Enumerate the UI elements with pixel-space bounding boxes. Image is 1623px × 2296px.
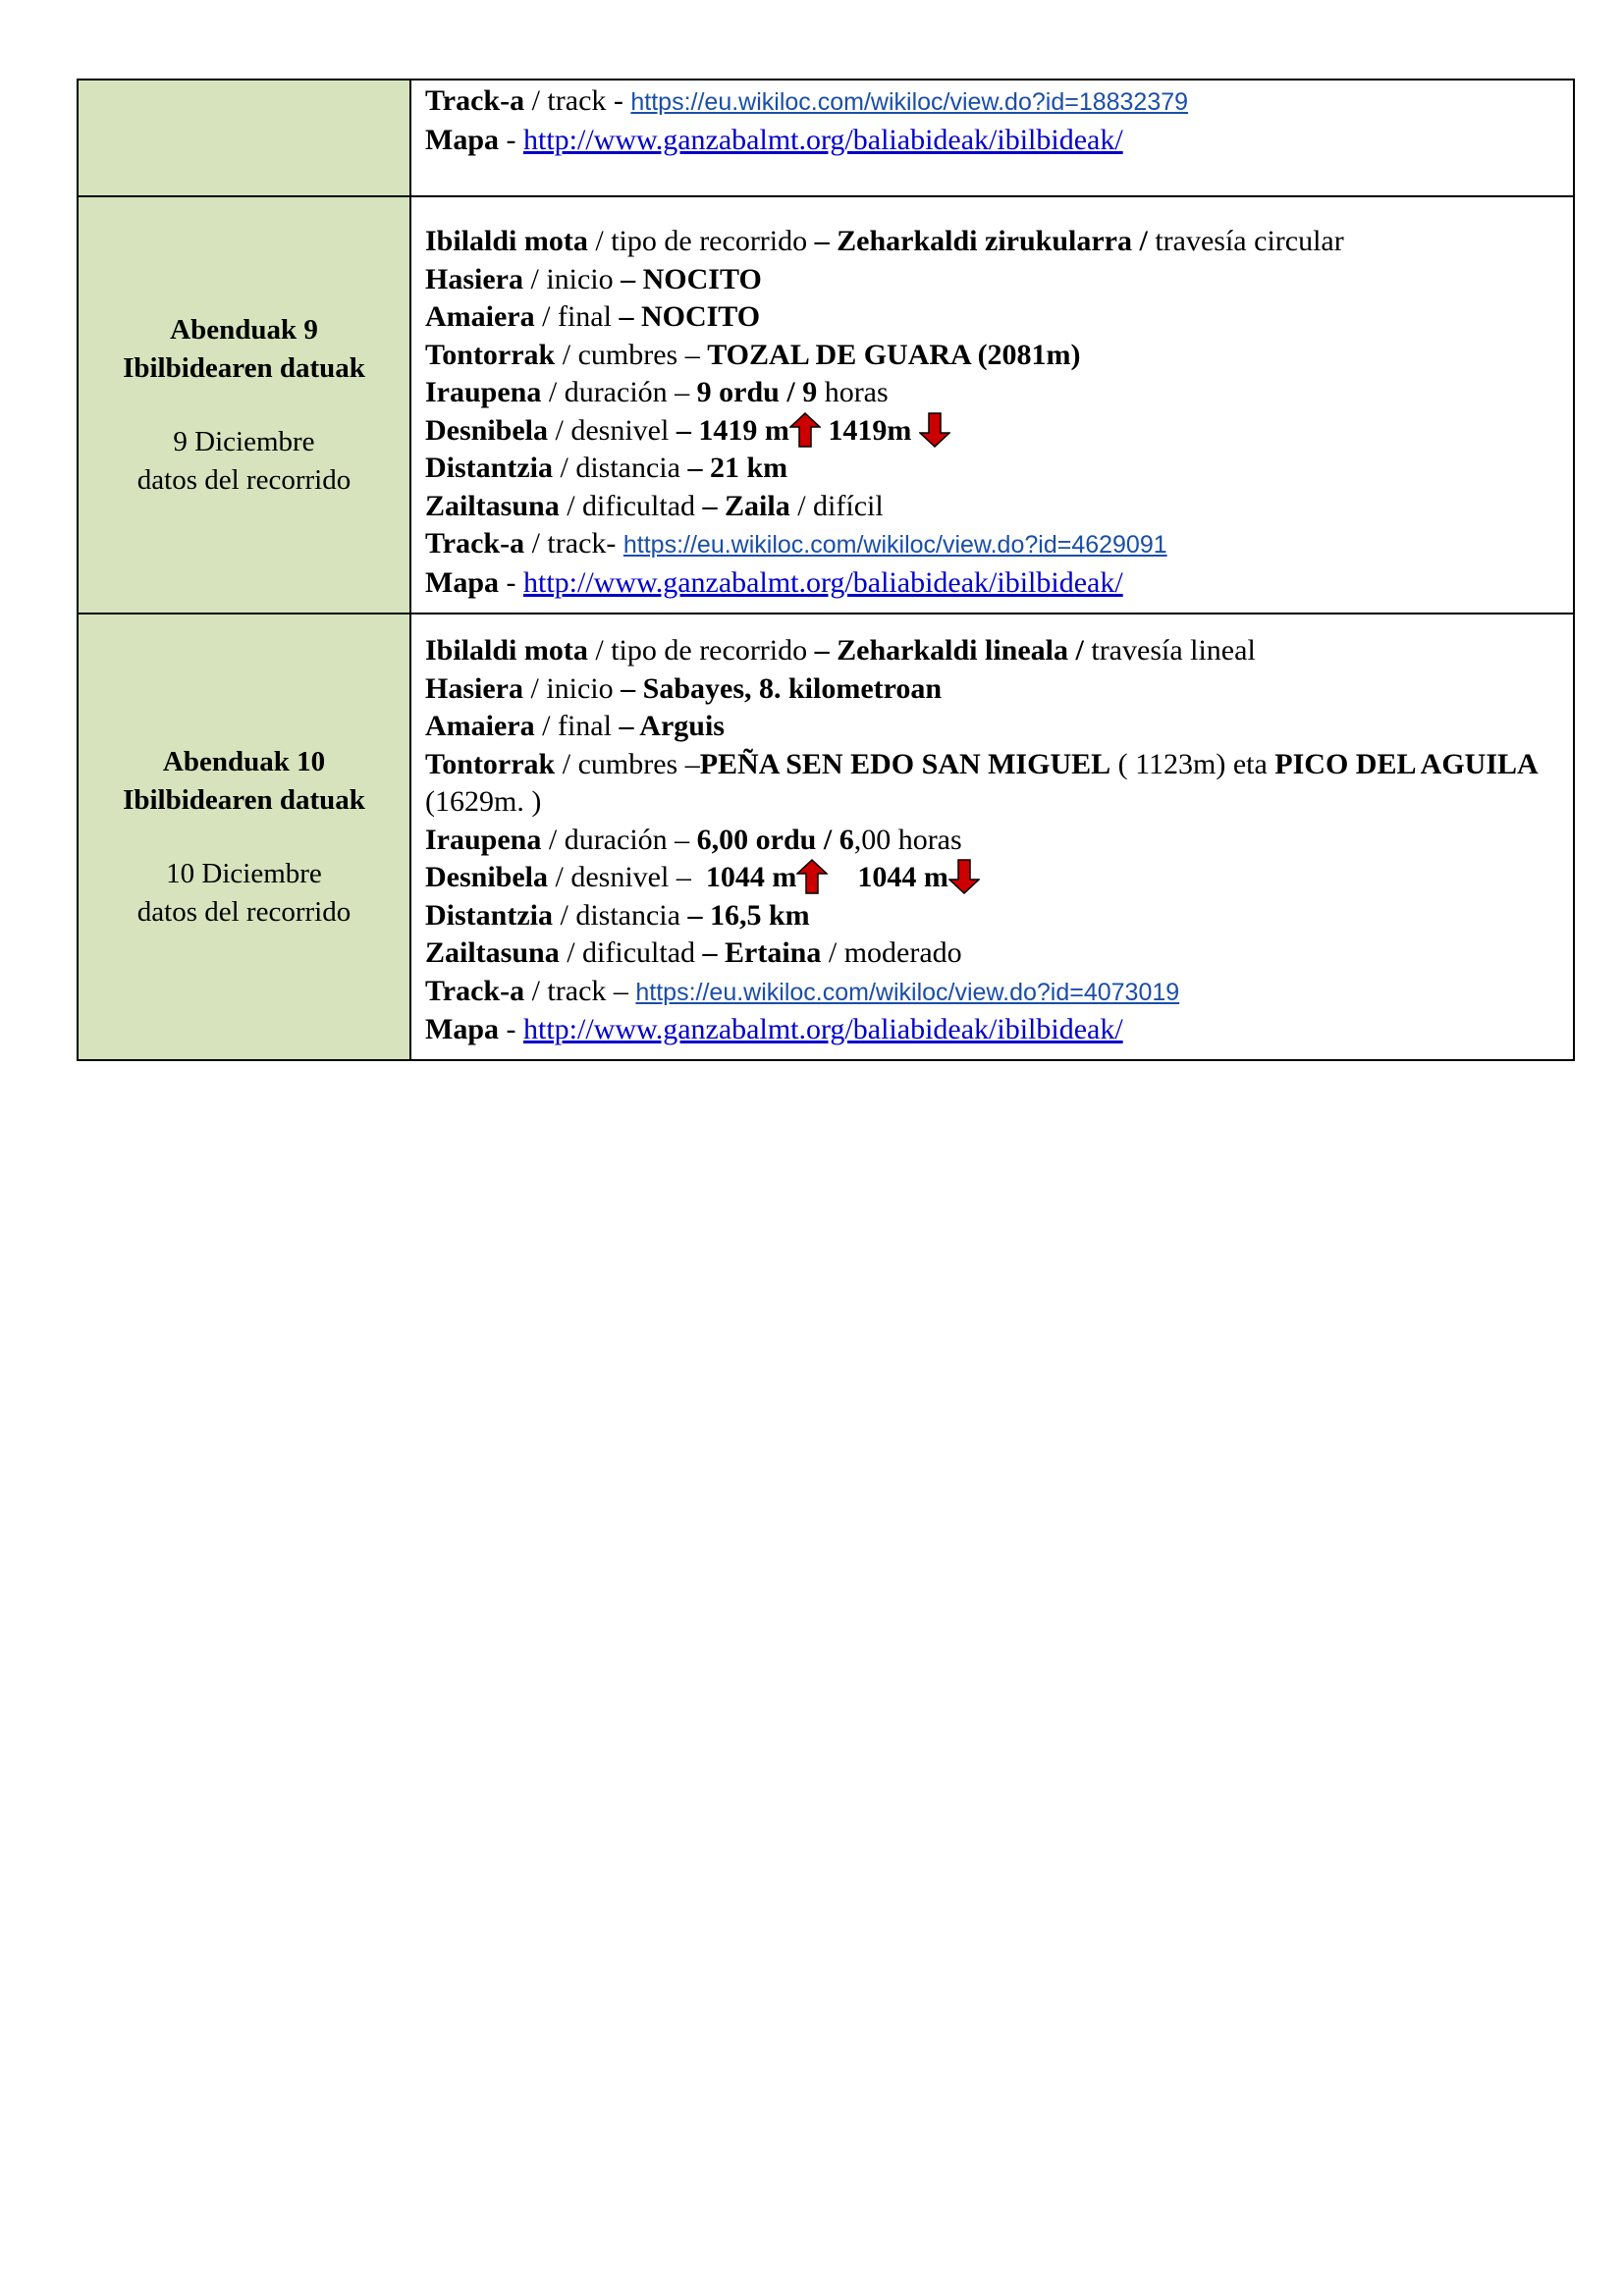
- mota-es: / tipo de recorrido: [587, 225, 815, 257]
- iraupena-line: [425, 822, 1559, 860]
- mapa-sep: -: [499, 565, 523, 599]
- tontorrak-mid: ( 1123m) eta: [1110, 747, 1275, 780]
- iraupena-es: / duración –: [541, 376, 697, 408]
- iraupena-value: 9 ordu: [696, 376, 780, 408]
- hasiera-line: [425, 670, 1559, 709]
- mota-es: / tipo de recorrido: [587, 634, 815, 667]
- arrow-down-icon: [948, 859, 980, 894]
- mapa-line: [425, 1011, 1559, 1049]
- track-label: Track-a: [425, 974, 525, 1007]
- mapa-label: Mapa: [425, 565, 499, 599]
- tontorrak-value: PEÑA SEN EDO SAN MIGUEL: [699, 747, 1111, 780]
- track-link[interactable]: https://eu.wikiloc.com/wikiloc/view.do?id=18832379: [630, 88, 1189, 116]
- mapa-link[interactable]: http://www.ganzabalmt.org/baliabideak/ibilbideak/: [523, 123, 1123, 156]
- date-title-es: 10 Diciembre: [166, 857, 322, 889]
- tontorrak-es: / cumbres –: [555, 338, 708, 371]
- desnibela-label: Desnibela: [425, 413, 549, 447]
- mapa-sep: -: [499, 123, 523, 156]
- distantzia-label: Distantzia: [425, 452, 553, 484]
- mapa-line: [425, 122, 1559, 160]
- zailtasuna-value-es: difícil: [813, 489, 884, 522]
- desnibela-line: [425, 412, 1559, 451]
- zailtasuna-sep: /: [789, 489, 814, 522]
- date-cell-empty: [78, 80, 410, 196]
- distantzia-label: Distantzia: [425, 898, 553, 932]
- iraupena-label: Iraupena: [425, 823, 542, 856]
- distantzia-value: – 21 km: [687, 452, 788, 484]
- details-cell: [410, 196, 1574, 614]
- zailtasuna-es: / dificultad: [559, 936, 703, 969]
- zailtasuna-value-es: moderado: [843, 936, 962, 969]
- mota-label: Ibilaldi mota: [425, 634, 588, 667]
- hasiera-value: – NOCITO: [621, 262, 762, 295]
- track-label: Track-a: [425, 84, 525, 117]
- mapa-link[interactable]: http://www.ganzabalmt.org/baliabideak/ibilbideak/: [523, 565, 1123, 599]
- table-row: [78, 614, 1574, 1060]
- desnibela-es: / desnivel: [548, 413, 676, 447]
- zailtasuna-value: – Ertaina: [702, 936, 822, 969]
- details-cell: [410, 80, 1574, 196]
- hasiera-value: – Sabayes, 8. kilometroan: [621, 671, 943, 705]
- date-cell: [78, 614, 410, 1060]
- amaiera-label: Amaiera: [425, 300, 535, 333]
- distantzia-es: / distancia: [553, 898, 688, 932]
- tontorrak-tail: (1629m. ): [425, 785, 542, 818]
- iraupena-es: / duración –: [541, 823, 697, 856]
- hasiera-es: / inicio: [522, 262, 622, 295]
- track-es: / track –: [524, 974, 636, 1007]
- route-table: [77, 79, 1575, 1061]
- route-data-eu: Ibilbidearen datuak: [123, 351, 365, 384]
- desnibela-down: 1044 m: [828, 861, 948, 893]
- distantzia-line: [425, 450, 1559, 488]
- track-line: [425, 973, 1559, 1012]
- tontorrak-line: [425, 746, 1559, 822]
- mota-label: Ibilaldi mota: [425, 225, 588, 257]
- desnibela-es: / desnivel –: [548, 861, 706, 893]
- mota-value: Zeharkaldi zirukularra: [837, 225, 1132, 257]
- mota-value-es: travesía lineal: [1091, 634, 1256, 667]
- amaiera-line: [425, 298, 1559, 337]
- zailtasuna-label: Zailtasuna: [425, 489, 560, 522]
- iraupena-sep: /: [816, 823, 839, 856]
- track-sep: / track -: [524, 84, 631, 117]
- desnibela-down: 1419m: [820, 413, 919, 447]
- hasiera-line: [425, 261, 1559, 299]
- amaiera-value: – NOCITO: [619, 300, 761, 333]
- desnibela-up: 1044 m: [705, 861, 797, 893]
- tontorrak-label: Tontorrak: [425, 747, 556, 780]
- mota-line: [425, 632, 1559, 670]
- mapa-label: Mapa: [425, 123, 499, 156]
- iraupena-value2: 6: [839, 823, 854, 856]
- iraupena-value2: 9: [802, 376, 818, 408]
- tontorrak-line: [425, 337, 1559, 375]
- date-title-eu: Abenduak 10: [162, 745, 326, 777]
- mota-dash: –: [814, 634, 838, 667]
- zailtasuna-line: [425, 488, 1559, 526]
- mota-sep: /: [1132, 225, 1156, 257]
- mota-dash: –: [814, 225, 838, 257]
- arrow-down-icon: [919, 412, 950, 448]
- desnibela-up: – 1419 m: [676, 413, 789, 447]
- details-cell: [410, 614, 1574, 1060]
- mapa-sep: -: [499, 1013, 523, 1045]
- mota-value: Zeharkaldi lineala: [837, 634, 1069, 667]
- iraupena-value2-es: horas: [817, 376, 889, 408]
- tontorrak-es: / cumbres –: [555, 747, 700, 780]
- zailtasuna-es: / dificultad: [559, 489, 703, 522]
- route-data-eu: Ibilbidearen datuak: [123, 783, 365, 816]
- iraupena-sep: /: [779, 376, 803, 408]
- amaiera-es: / final: [534, 710, 620, 742]
- mota-value-es: travesía circular: [1155, 225, 1344, 257]
- hasiera-es: / inicio: [522, 671, 622, 705]
- table-row: [78, 196, 1574, 614]
- tontorrak-label: Tontorrak: [425, 338, 556, 371]
- tontorrak-value2: PICO DEL AGUILA: [1274, 747, 1539, 780]
- track-link[interactable]: https://eu.wikiloc.com/wikiloc/view.do?id=4629091: [622, 531, 1167, 559]
- date-title-eu: Abenduak 9: [170, 313, 318, 346]
- track-line: [425, 82, 1559, 122]
- date-title-es: 9 Diciembre: [173, 425, 315, 457]
- mapa-line: [425, 564, 1559, 603]
- arrow-up-icon: [796, 859, 828, 894]
- desnibela-line: [425, 859, 1559, 897]
- route-data-es: datos del recorrido: [136, 463, 352, 496]
- zailtasuna-line: [425, 934, 1559, 973]
- track-line: [425, 525, 1559, 564]
- track-es: / track-: [524, 527, 623, 560]
- distantzia-line: [425, 897, 1559, 935]
- amaiera-value: – Arguis: [619, 710, 725, 742]
- track-link[interactable]: https://eu.wikiloc.com/wikiloc/view.do?id=4073019: [635, 978, 1180, 1006]
- mota-sep: /: [1068, 634, 1092, 667]
- route-data-es: datos del recorrido: [136, 895, 352, 928]
- desnibela-label: Desnibela: [425, 861, 549, 893]
- iraupena-value2-es: ,00 horas: [853, 823, 962, 856]
- hasiera-label: Hasiera: [425, 671, 523, 705]
- mapa-label: Mapa: [425, 1013, 499, 1045]
- distantzia-es: / distancia: [553, 452, 688, 484]
- zailtasuna-label: Zailtasuna: [425, 936, 560, 969]
- date-cell: [78, 196, 410, 614]
- amaiera-es: / final: [534, 300, 620, 333]
- iraupena-line: [425, 374, 1559, 412]
- mapa-link[interactable]: http://www.ganzabalmt.org/baliabideak/ibilbideak/: [523, 1013, 1123, 1045]
- amaiera-label: Amaiera: [425, 710, 535, 742]
- hasiera-label: Hasiera: [425, 262, 523, 295]
- mota-line: [425, 223, 1559, 261]
- tontorrak-value: TOZAL DE GUARA (2081m): [707, 338, 1081, 371]
- arrow-up-icon: [789, 412, 821, 448]
- iraupena-label: Iraupena: [425, 376, 542, 408]
- distantzia-value: – 16,5 km: [687, 898, 810, 932]
- zailtasuna-value: – Zaila: [702, 489, 790, 522]
- table-row: [78, 80, 1574, 196]
- amaiera-line: [425, 708, 1559, 746]
- zailtasuna-sep: /: [821, 936, 844, 969]
- track-label: Track-a: [425, 527, 525, 560]
- iraupena-value: 6,00 ordu: [696, 823, 817, 856]
